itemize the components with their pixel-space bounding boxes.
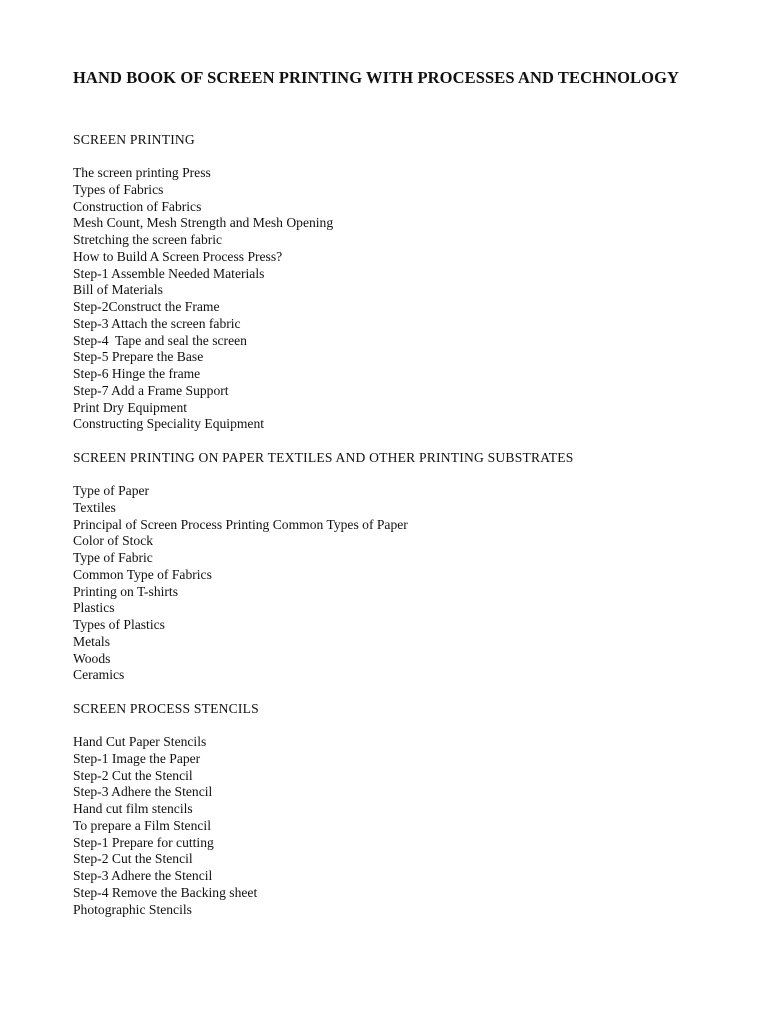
list-item: Photographic Stencils [73, 901, 192, 917]
list-item: Step-1 Image the Paper [73, 750, 201, 766]
table-of-contents [73, 131, 733, 918]
list-item: Step-3 Adhere the Stencil [73, 784, 213, 800]
list-item: Textiles [73, 499, 116, 515]
section-item-list [73, 165, 733, 433]
list-item: Type of Fabric [73, 550, 153, 565]
list-item: Step-5 Prepare the Base [73, 349, 204, 365]
list-item: Bill of Materials [73, 282, 163, 298]
document-title: HAND BOOK OF SCREEN PRINTING WITH PROCESSES AND TECHNOLOGY [73, 68, 680, 87]
section-substrates [73, 449, 733, 684]
list-item: Metals [73, 633, 110, 649]
list-item: Step-2 Cut the Stencil [73, 851, 193, 867]
section-stencils [73, 700, 733, 918]
section-heading: SCREEN PROCESS STENCILS [73, 701, 259, 716]
list-item: How to Build A Screen Process Press? [73, 248, 283, 264]
list-item: Principal of Screen Process Printing Common Types of Paper [73, 516, 408, 532]
list-item: Types of Fabrics [73, 181, 164, 197]
list-item: Hand cut film stencils [73, 801, 193, 816]
list-item: Step-1 Assemble Needed Materials [73, 265, 265, 281]
document-page [73, 68, 733, 918]
list-item: Constructing Speciality Equipment [73, 416, 265, 432]
list-item: Mesh Count, Mesh Strength and Mesh Opening [73, 215, 334, 231]
list-item: Hand Cut Paper Stencils [73, 734, 207, 749]
list-item: Ceramics [73, 667, 125, 683]
section-item-list [73, 734, 733, 918]
section-heading: SCREEN PRINTING ON PAPER TEXTILES AND OTHER PRINTING SUBSTRATES [73, 450, 574, 465]
section-heading: SCREEN PRINTING [73, 132, 195, 147]
list-item: Printing on T-shirts [73, 583, 178, 599]
list-item: Types of Plastics [73, 617, 165, 632]
list-item: Step-3 Adhere the Stencil [73, 868, 213, 883]
list-item: Woods [73, 650, 111, 666]
list-item: Color of Stock [73, 533, 154, 549]
list-item: To prepare a Film Stencil [73, 817, 211, 833]
list-item: Step-3 Attach the screen fabric [73, 315, 241, 331]
list-item: Step-1 Prepare for cutting [73, 834, 214, 850]
list-item: Stretching the screen fabric [73, 232, 223, 247]
list-item: Plastics [73, 600, 115, 616]
list-item: Step-6 Hinge the frame [73, 366, 201, 381]
list-item: Step-4 Remove the Backing sheet [73, 884, 258, 900]
list-item: Step-2Construct the Frame [73, 299, 220, 314]
list-item: Common Type of Fabrics [73, 566, 212, 582]
list-item: Type of Paper [73, 483, 150, 498]
list-item: Construction of Fabrics [73, 198, 202, 214]
section-item-list [73, 483, 733, 684]
list-item: Step-4 Tape and seal the screen [73, 332, 247, 348]
list-item: Step-2 Cut the Stencil [73, 767, 193, 783]
section-screen-printing [73, 131, 733, 433]
list-item: Print Dry Equipment [73, 399, 188, 415]
list-item: The screen printing Press [73, 165, 211, 180]
list-item: Step-7 Add a Frame Support [73, 382, 229, 398]
